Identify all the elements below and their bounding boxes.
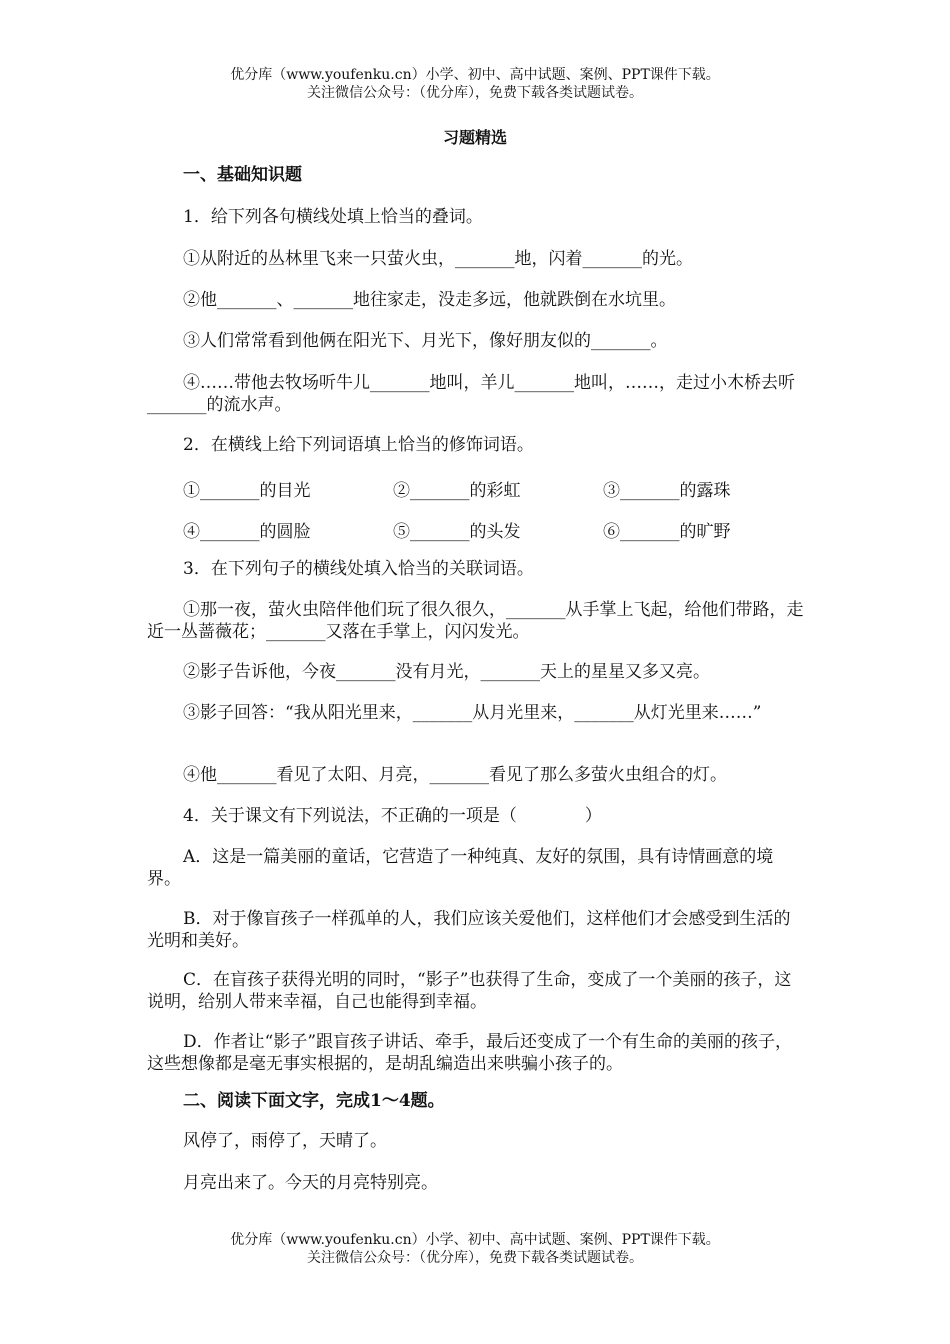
section2-heading: 二、阅读下面文字，完成1～4题。 (183, 1091, 445, 1111)
q2-word-2: ②_______的彩虹 (393, 481, 521, 501)
q1-item-3: ③人们常常看到他俩在阳光下、月光下，像好朋友似的_______。 (183, 331, 668, 351)
q2-word-1: ①_______的目光 (183, 481, 311, 501)
reading-paragraph-2: 月亮出来了。今天的月亮特别亮。 (183, 1173, 438, 1193)
q4-stem: 4．关于课文有下列说法，不正确的一项是（ ） (183, 806, 602, 826)
q4-option-c: C．在盲孩子获得光明的同时，“影子”也获得了生命，变成了一个美丽的孩子，这说明，给别人带来幸福，自己也能得到幸福。 (147, 970, 792, 1012)
q4-option-d: D．作者让“影子”跟盲孩子讲话、牵手，最后还变成了一个有生命的美丽的孩子，这些想像都是毫无事实根据的，是胡乱编造出来哄骗小孩子的。 (147, 1032, 793, 1074)
q3-item-3: ③影子回答：“我从阳光里来，_______从月光里来，_______从灯光里来……” (183, 703, 762, 723)
page-title: 习题精选 (442, 128, 507, 147)
q4-option-b: B．对于像盲孩子一样孤单的人，我们应该关爱他们，这样他们才会感受到生活的光明和美好。 (147, 909, 791, 951)
header-line-1: 优分库（www.youfenku.cn）小学、初中、高中试题、案例、PPT课件下载。 (230, 67, 720, 83)
q3-item-2: ②影子告诉他，今夜_______没有月光，_______天上的星星又多又亮。 (183, 662, 710, 682)
section1-heading: 一、基础知识题 (183, 165, 302, 185)
footer-line-2: 关注微信公众号：（优分库），免费下载各类试题试卷。 (307, 1250, 643, 1266)
reading-paragraph-1: 风停了，雨停了，天晴了。 (183, 1131, 387, 1151)
q3-item-1: ①那一夜，萤火虫陪伴他们玩了很久很久，_______从手掌上飞起，给他们带路，走近一丛蔷薇花；_______又落在手掌上，闪闪发光。 (147, 600, 804, 642)
footer-line-1: 优分库（www.youfenku.cn）小学、初中、高中试题、案例、PPT课件下载。 (230, 1232, 720, 1248)
q2-word-6: ⑥_______的旷野 (603, 522, 731, 542)
q3-item-4: ④他_______看见了太阳、月亮，_______看见了那么多萤火虫组合的灯。 (183, 765, 727, 785)
q1-item-4: ④……带他去牧场听牛儿_______地叫，羊儿_______地叫，……，走过小木桥去听_______的流水声。 (147, 373, 795, 415)
q1-stem: 1．给下列各句横线处填上恰当的叠词。 (183, 207, 483, 227)
q2-stem: 2．在横线上给下列词语填上恰当的修饰词语。 (183, 435, 534, 455)
q3-stem: 3．在下列句子的横线处填入恰当的关联词语。 (183, 559, 534, 579)
q2-word-4: ④_______的圆脸 (183, 522, 311, 542)
header-line-2: 关注微信公众号：（优分库），免费下载各类试题试卷。 (307, 85, 643, 101)
q2-word-5: ⑤_______的头发 (393, 522, 521, 542)
q4-option-a: A．这是一篇美丽的童话，它营造了一种纯真、友好的氛围，具有诗情画意的境界。 (147, 847, 774, 889)
q1-item-2: ②他_______、_______地往家走，没走多远，他就跌倒在水坑里。 (183, 290, 676, 310)
q2-word-3: ③_______的露珠 (603, 481, 731, 501)
q1-item-1: ①从附近的丛林里飞来一只萤火虫，_______地，闪着_______的光。 (183, 249, 693, 269)
